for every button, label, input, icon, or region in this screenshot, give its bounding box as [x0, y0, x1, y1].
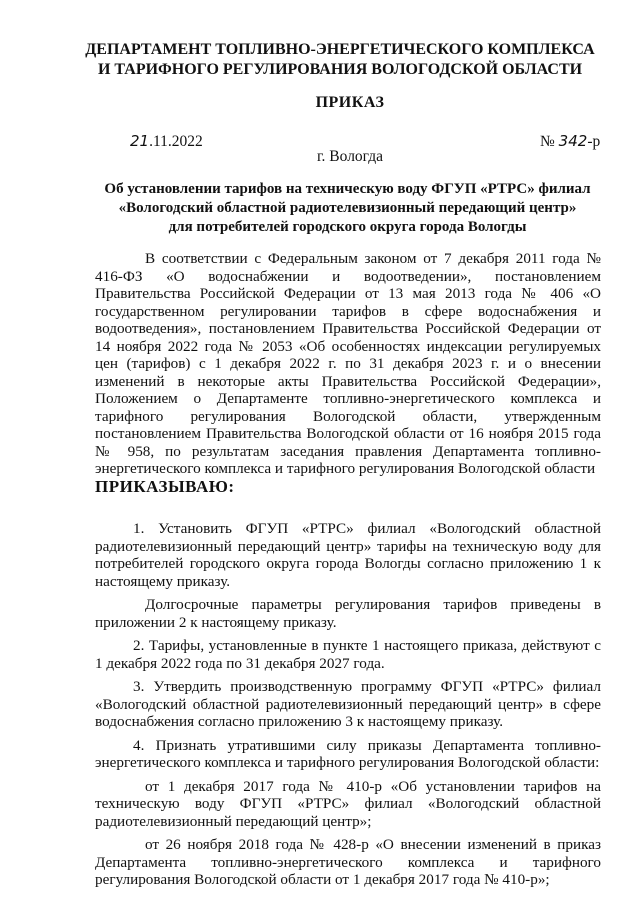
city-line: г. Вологда: [316, 148, 384, 165]
header-line-1: ДЕПАРТАМЕНТ ТОПЛИВНО-ЭНЕРГЕТИЧЕСКОГО КОМПЛЕКСА: [85, 41, 595, 58]
item-2-paragraph: 2. Тарифы, установленные в пункте 1 настоящего приказа, действуют с 1 декабря 2022 года по 31 декабря 2027 года.: [95, 637, 601, 672]
number-prefix: №: [540, 133, 559, 150]
handwritten-day: 21: [130, 132, 150, 150]
item-1-long-term-params: Долгосрочные параметры регулирования тарифов приведены в приложении 2 к настоящему приказу.: [95, 596, 601, 631]
order-word: ПРИКАЗЫВАЮ:: [95, 476, 235, 496]
document-type-title: ПРИКАЗ: [315, 94, 385, 111]
subject-line-3: для потребителей городского округа города Вологды: [168, 219, 527, 235]
department-header: [80, 40, 600, 80]
preamble-paragraph: В соответствии с Федеральным законом от 7 декабря 2011 года № 416-ФЗ «О водоснабжении и водоотведении», постановлением Правительства Российской Федерации от 13 мая 2013 года № 406 «О государственном регулировании тарифов в сфере водоснабжения и водоотведения», постановлением Правительства Российской Федерации от 14 ноября 2022 года № 2053 «Об особенностях индексации регулируемых цен (тарифов) с 1 декабря 2022 г. по 31 декабря 2023 г. и о внесении изменений в некоторые акты Правительства Российской Федерации», Положением о Департаменте топливно-энергетического комплекса и тарифного регулирования Вологодской области, утвержденным постановлением Правительства Вологодской области от 16 ноября 2015 года № 958, по результатам заседания правления Департамента топливно-энергетического комплекса и тарифного регулирования Вологодской области: [95, 250, 601, 477]
number-suffix: -р: [587, 133, 601, 150]
subject-line-1: Об установлении тарифов на техническую воду ФГУП «РТРС» филиал: [104, 181, 591, 197]
order-body: [95, 250, 601, 889]
repealed-order-428: от 26 ноября 2018 года № 428-р «О внесении изменений в приказ Департамента топливно-энергетического комплекса и тарифного регулирования Вологодской области от 1 декабря 2017 года № 410-р»;: [95, 836, 601, 888]
repealed-order-410: от 1 декабря 2017 года № 410-р «Об установлении тарифов на техническую воду ФГУП «РТРС» филиал «Вологодский областной радиотелевизионный передающий центр»;: [95, 777, 601, 830]
item-3-paragraph: 3. Утвердить производственную программу ФГУП «РТРС» филиал «Вологодский областной радиотелевизионный передающий центр» в сфере водоснабжения согласно приложению 3 к настоящему приказу.: [95, 678, 601, 730]
item-1-paragraph: 1. Установить ФГУП «РТРС» филиал «Вологодский областной радиотелевизионный передающий центр» тарифы на техническую воду для потребителей городского округа города Вологды согласно приложению 1 к настоящему приказу.: [95, 520, 601, 590]
header-line-2: И ТАРИФНОГО РЕГУЛИРОВАНИЯ ВОЛОГОДСКОЙ ОБЛАСТИ: [97, 61, 583, 78]
item-4-paragraph: 4. Признать утратившими силу приказы Департамента топливно-энергетического комплекса и тарифного регулирования Вологодской области:: [95, 736, 601, 771]
subject-line-2: «Вологодский областной радиотелевизионный передающий центр»: [118, 200, 577, 216]
handwritten-number: 342: [558, 132, 588, 150]
order-subject: [95, 180, 600, 237]
date-month-year: .11.2022: [149, 133, 203, 150]
